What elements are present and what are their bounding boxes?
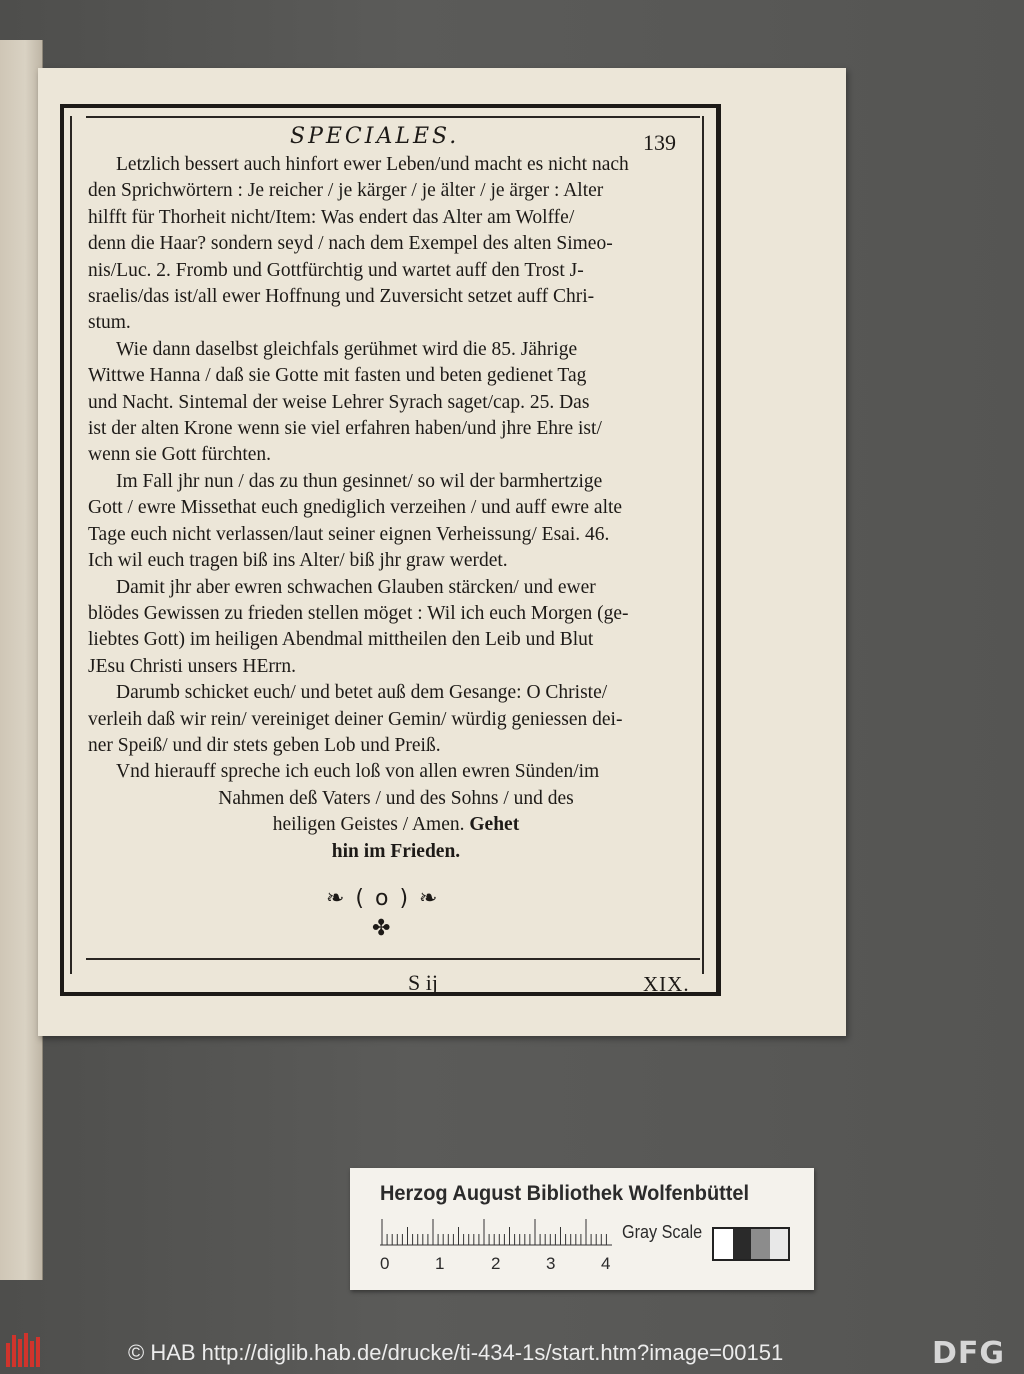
gray-swatch (733, 1229, 752, 1259)
text-line: Damit jhr aber ewren schwachen Glauben stärcken/ und ewer (116, 576, 596, 598)
text-line: ist der alten Krone wenn sie viel erfahren haben/und jhre Ehre ist/ (88, 418, 602, 440)
running-head: SPECIALES. (290, 124, 460, 149)
gray-swatch (751, 1229, 770, 1259)
text-line-part: Gehet (469, 814, 520, 836)
text-line (88, 812, 704, 838)
ruler-number: 1 (435, 1254, 445, 1273)
scale-ruler (380, 1216, 612, 1246)
text-line-part: heiligen Geistes / Amen. (272, 814, 465, 836)
text-line: Nahmen deß Vaters / und des Sohns / und des (218, 787, 574, 809)
text-line: denn die Haar? sondern seyd / nach dem Exempel des alten Simeo- (88, 233, 613, 255)
footer-rule (86, 958, 700, 960)
body-text (88, 152, 704, 865)
ruler-number: 4 (601, 1254, 611, 1273)
text-line: hin im Frieden. (331, 840, 461, 862)
page-number: 139 (643, 130, 676, 155)
gray-scale-label: Gray Scale (622, 1222, 703, 1242)
fleuron-ornament-bottom: ✤ (372, 916, 391, 941)
gray-scale-swatch (712, 1227, 790, 1261)
text-line: hilfft für Thorheit nicht/Item: Was endert das Alter am Wolffe/ (88, 206, 575, 228)
text-line: blödes Gewissen zu frieden stellen möget : Wil ich euch Morgen (ge- (88, 602, 629, 624)
hab-logo-icon[interactable] (6, 1333, 44, 1367)
text-line: Darumb schicket euch/ und betet auß dem Gesange: O Christe/ (116, 682, 608, 704)
gray-swatch (770, 1229, 789, 1259)
text-line: JEsu Christi unsers HErrn. (88, 655, 296, 677)
signature-mark: S ij (408, 970, 438, 995)
text-line: stum. (88, 312, 131, 334)
gray-swatch (714, 1229, 733, 1259)
text-line: Im Fall jhr nun / das zu thun gesinnet/ so wil der barmhertzige (116, 470, 603, 492)
text-line: Ich wil euch tragen biß ins Alter/ biß jhr graw werdet. (88, 550, 508, 572)
header-rule (86, 116, 700, 118)
library-label-title: Herzog August Bibliothek Wolfenbüttel (380, 1182, 750, 1205)
text-line: Tage euch nicht verlassen/laut seiner eignen Verheissung/ Esai. 46. (88, 523, 610, 545)
text-line: nis/Luc. 2. Fromb und Gottfürchtig und wartet auff den Trost J- (88, 259, 584, 281)
text-line: ner Speiß/ und dir stets geben Lob und Preiß. (88, 734, 441, 756)
text-line: Vnd hierauff spreche ich euch loß von allen ewren Sünden/im (116, 761, 600, 783)
text-line: Letzlich bessert auch hinfort ewer Leben/und macht es nicht nach (116, 154, 629, 175)
source-url-link[interactable]: © HAB http://diglib.hab.de/drucke/ti-434-1s/start.htm?image=00151 (128, 1340, 784, 1365)
text-line: liebtes Gott) im heiligen Abendmal mittheilen den Leib und Blut (88, 629, 594, 651)
catchword: XIX. (643, 972, 690, 996)
text-line: Wie dann daselbst gleichfals gerühmet wird die 85. Jährige (116, 338, 578, 360)
text-line: sraelis/das ist/all ewer Hoffnung und Zuversicht setzet auff Chri- (88, 286, 595, 308)
ruler-number: 3 (546, 1254, 556, 1273)
text-line: wenn sie Gott fürchten. (88, 444, 272, 466)
ruler-number: 0 (380, 1254, 390, 1273)
text-line: den Sprichwörtern : Je reicher / je kärger / je älter / je ärger : Alter (88, 180, 604, 202)
fleuron-ornament: ❧ ( o ) ❧ (326, 886, 440, 911)
text-line: und Nacht. Sintemal der weise Lehrer Syrach saget/cap. 25. Das (88, 391, 590, 413)
text-line: Gott / ewre Missethat euch gnediglich verzeihen / und auff ewre alte (88, 497, 623, 519)
text-line: verleih daß wir rein/ vereiniget deiner Gemin/ würdig geniessen dei- (88, 708, 623, 730)
dfg-logo[interactable]: DFG (932, 1336, 1006, 1371)
text-line: Wittwe Hanna / daß sie Gotte mit fasten und beten gedienet Tag (88, 365, 587, 387)
ruler-number: 2 (491, 1254, 501, 1273)
adjacent-page-edge (0, 40, 43, 1280)
